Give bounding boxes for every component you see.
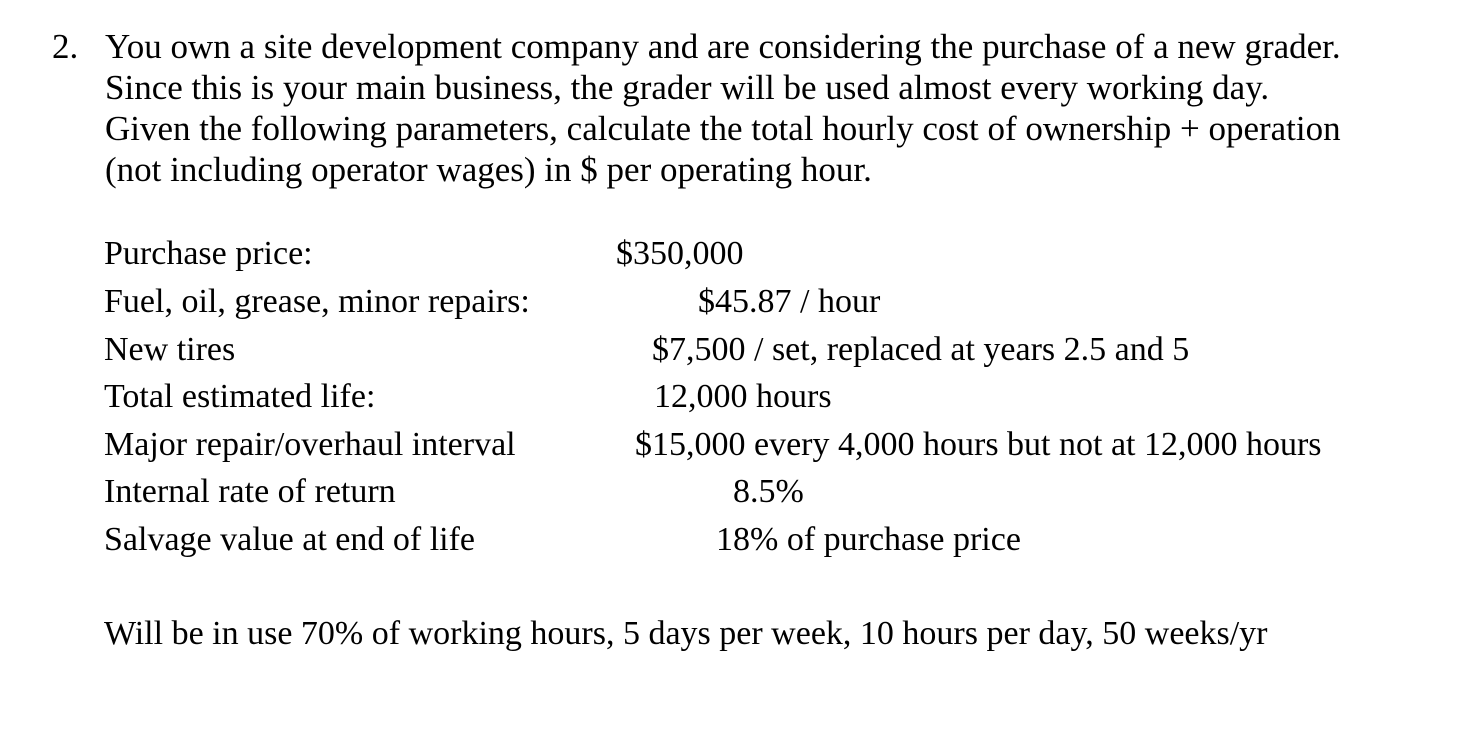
param-value-major-repair: $15,000 every 4,000 hours but not at 12,000 hours	[635, 426, 1322, 463]
param-label-new-tires: New tires	[104, 331, 236, 368]
usage-note: Will be in use 70% of working hours, 5 days per week, 10 hours per day, 50 weeks/yr	[104, 615, 1268, 652]
param-label-purchase-price: Purchase price:	[104, 235, 313, 272]
param-value-total-life: 12,000 hours	[654, 378, 832, 415]
param-label-major-repair: Major repair/overhaul interval	[104, 426, 516, 463]
question-line: (not including operator wages) in $ per operating hour.	[105, 150, 872, 189]
question-line: Since this is your main business, the grader will be used almost every working day.	[105, 68, 1270, 107]
param-label-irr: Internal rate of return	[104, 473, 396, 510]
question-text	[105, 26, 1445, 190]
question-line: Given the following parameters, calculate the total hourly cost of ownership + operation	[105, 109, 1341, 148]
param-value-fuel-oil: $45.87 / hour	[698, 283, 881, 320]
param-value-salvage: 18% of purchase price	[716, 521, 1021, 558]
question-line: You own a site development company and are considering the purchase of a new grader.	[105, 27, 1341, 66]
param-label-total-life: Total estimated life:	[104, 378, 376, 415]
param-value-irr: 8.5%	[733, 473, 804, 510]
param-value-purchase-price: $350,000	[616, 235, 744, 272]
question-number: 2.	[52, 27, 79, 66]
param-label-salvage: Salvage value at end of life	[104, 521, 476, 558]
param-value-new-tires: $7,500 / set, replaced at years 2.5 and 5	[652, 331, 1190, 368]
param-label-fuel-oil: Fuel, oil, grease, minor repairs:	[104, 283, 530, 320]
